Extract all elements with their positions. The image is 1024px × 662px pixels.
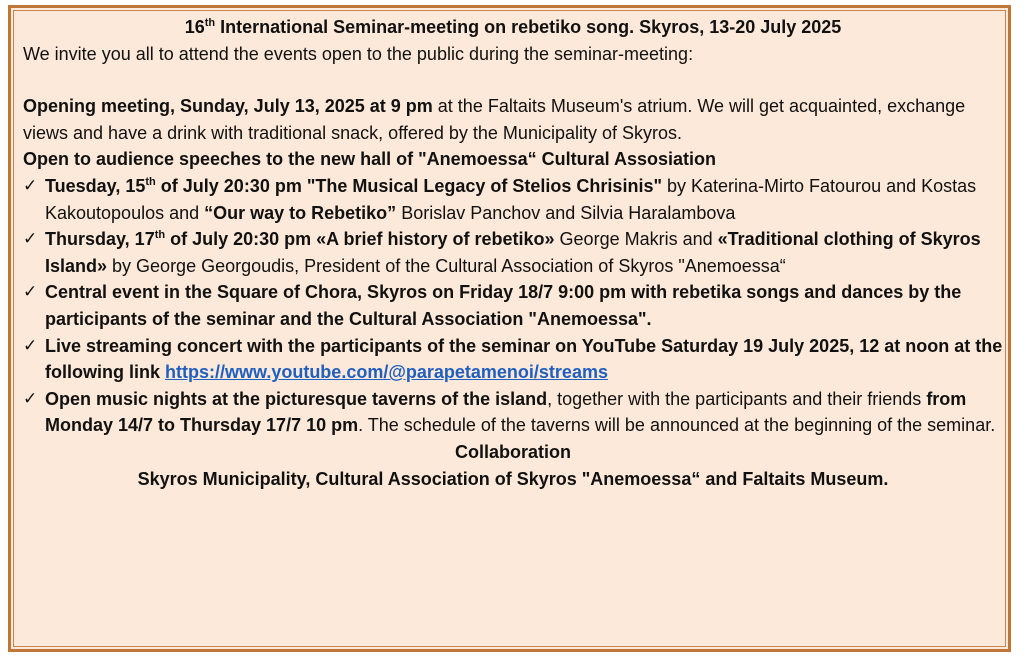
checkmark-icon: ✓ [23, 388, 38, 409]
youtube-streams-link[interactable]: https://www.youtube.com/@parapetamenoi/streams [165, 362, 608, 383]
list-item: ✓ Live streaming concert with the participants of the seminar on YouTube Saturday 19 July 2025, 12 at noon at the following link https://www.youtube.com/@parapetamenoi/streams [23, 333, 1003, 386]
collaboration-heading: Collaboration [455, 441, 571, 462]
poster-content [23, 14, 1003, 492]
event-list [23, 173, 1003, 439]
checkmark-icon: ✓ [23, 175, 38, 196]
page-title: 16th International Seminar-meeting on rebetiko song. Skyros, 13-20 July 2025 [184, 17, 842, 37]
intro-text: We invite you all to attend the events open to the public during the seminar-meeting: [23, 43, 694, 64]
list-item: ✓ Open music nights at the picturesque taverns of the island, together with the participants and their friends from Monday 14/7 to Thursday 17/7 10 pm. The schedule of the taverns will be announced at the beginning of the seminar. [23, 386, 1003, 439]
speeches-heading: Open to audience speeches to the new hall of "Anemoessa“ Cultural Assosiation [23, 149, 717, 170]
list-item: ✓ Thursday, 17th of July 20:30 pm «A brief history of rebetiko» George Makris and «Traditional clothing of Skyros Island» by George Georgoudis, President of the Cultural Association of Skyros "Anemoessa“ [23, 226, 1003, 279]
list-item: ✓ Tuesday, 15th of July 20:30 pm "The Musical Legacy of Stelios Chrisinis" by Katerina-Mirto Fatourou and Kostas Kakoutopoulos and “Our way to Rebetiko” Borislav Panchov and Silvia Haralambova [23, 173, 1003, 226]
opening-meeting: Opening meeting, Sunday, July 13, 2025 at 9 pm at the Faltaits Museum's atrium. We will get acquainted, exchange views and have a drink with traditional snack, offered by the Municipality of Skyros. [23, 96, 966, 143]
checkmark-icon: ✓ [23, 229, 38, 250]
poster-frame [8, 5, 1011, 652]
collaboration-text: Skyros Municipality, Cultural Association of Skyros "Anemoessa“ and Faltaits Museum. [137, 468, 889, 489]
checkmark-icon: ✓ [23, 335, 38, 356]
list-item: ✓ Central event in the Square of Chora, Skyros on Friday 18/7 9:00 pm with rebetika songs and dances by the participants of the seminar and the Cultural Association "Anemoessa". [23, 279, 1003, 332]
spacer [23, 67, 1003, 93]
checkmark-icon: ✓ [23, 282, 38, 303]
